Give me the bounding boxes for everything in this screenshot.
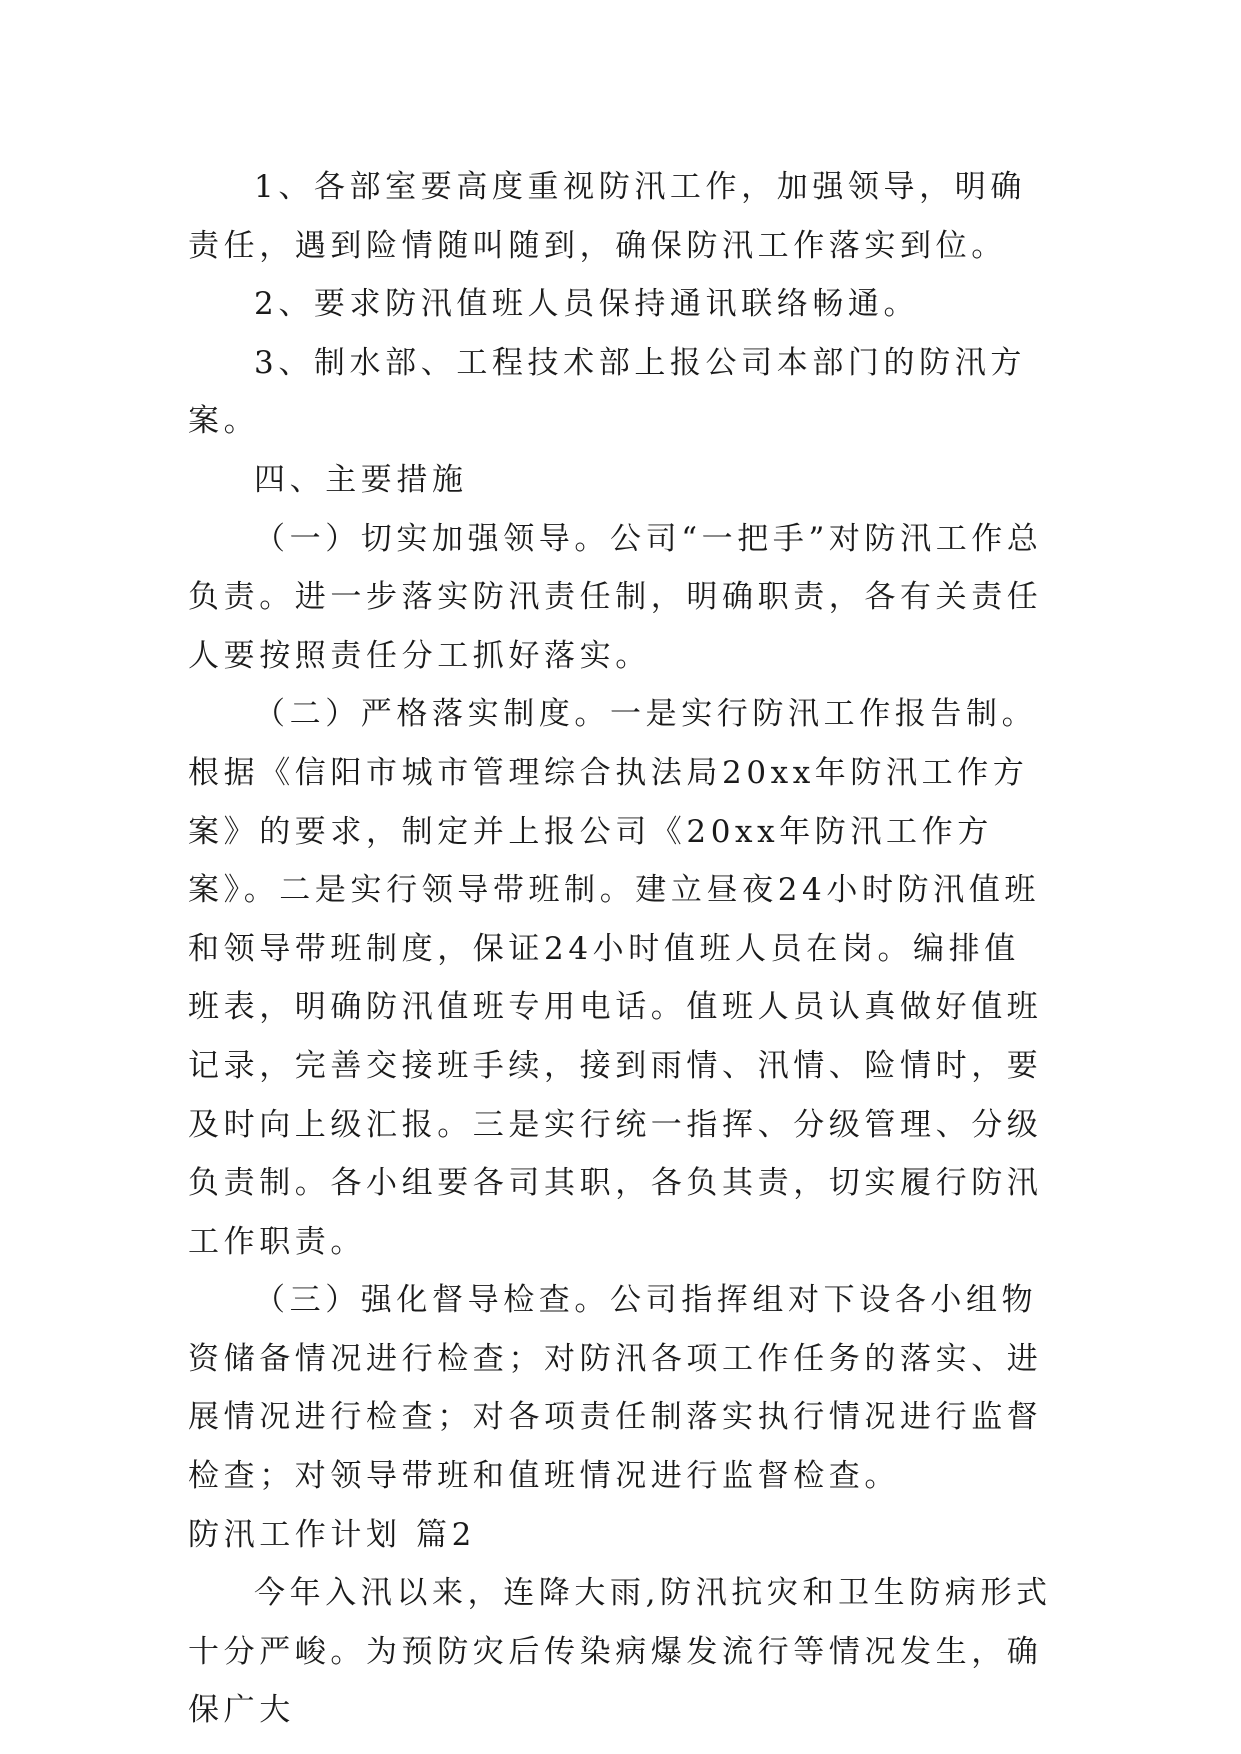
article-title-part-2: 防汛工作计划 篇2	[188, 1516, 476, 1553]
paragraph-measure-3: （三）强化督导检查。公司指挥组对下设各小组物资储备情况进行检查；对防汛各项工作任务的落实、进展情况进行检查；对各项责任制落实执行情况进行监督检查；对领导带班和值班情况进行监督检查。	[188, 1282, 1043, 1495]
section-heading-measures: 四、主要措施	[254, 461, 468, 498]
paragraph-2: 2、要求防汛值班人员保持通讯联络畅通。	[254, 286, 920, 323]
document-body	[188, 158, 1054, 1740]
paragraph-3: 3、制水部、工程技术部上报公司本部门的防汛方案。	[188, 344, 1026, 440]
paragraph-1: 1、各部室要高度重视防汛工作，加强领导，明确责任，遇到险情随叫随到，确保防汛工作落实到位。	[188, 169, 1026, 264]
paragraph-measure-1: （一）切实加强领导。公司“一把手”对防汛工作总负责。进一步落实防汛责任制，明确职责，各有关责任人要按照责任分工抓好落实。	[188, 520, 1043, 674]
paragraph-measure-2: （二）严格落实制度。一是实行防汛工作报告制。根据《信阳市城市管理综合执法局20xx年防汛工作方案》的要求，制定并上报公司《20xx年防汛工作方案》。二是实行领导带班制。建立昼夜24小时防汛值班和领导带班制度，保证24小时值班人员在岗。编排值班表，明确防汛值班专用电话。值班人员认真做好值班记录，完善交接班手续，接到雨情、汛情、险情时，要及时向上级汇报。三是实行统一指挥、分级管理、分级负责制。各小组要各司其职，各负其责，切实履行防汛工作职责。	[188, 696, 1043, 1260]
paragraph-intro-part-2: 今年入汛以来，连降大雨,防汛抗灾和卫生防病形式十分严峻。为预防灾后传染病爆发流行等情况发生，确保广大	[188, 1575, 1052, 1729]
